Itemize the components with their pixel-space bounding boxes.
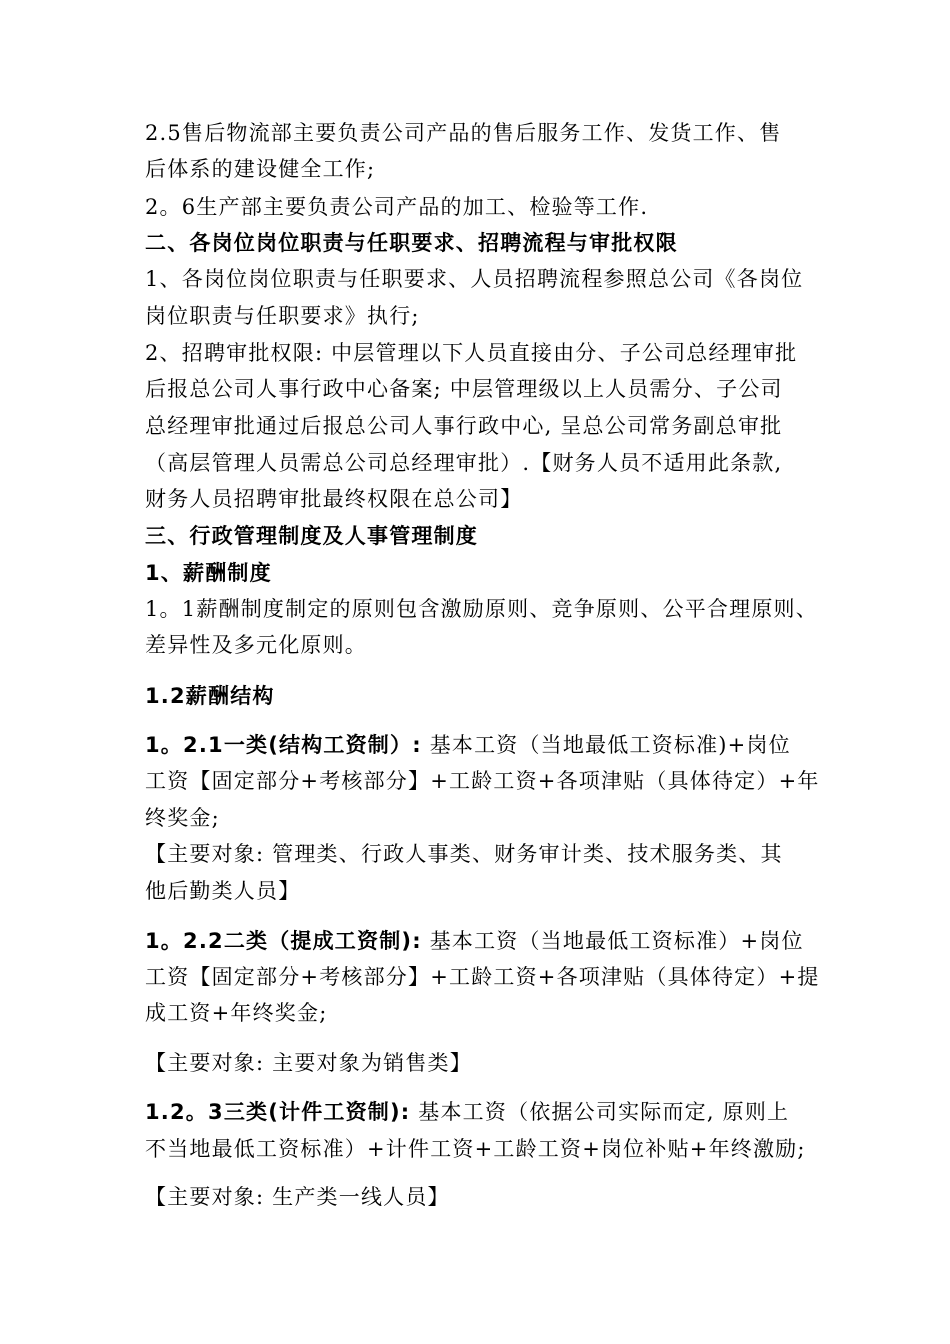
paragraph-line: 财务人员招聘审批最终权限在总公司】 <box>145 487 523 511</box>
paragraph-line: 2、招聘审批权限: 中层管理以下人员直接由分、子公司总经理审批 <box>145 341 798 365</box>
paragraph-line: 后体系的建设健全工作; <box>145 157 376 181</box>
item-label: 1。2.2二类（提成工资制): <box>145 929 422 953</box>
paragraph-line: 终奖金; <box>145 806 220 830</box>
paragraph-line: 【主要对象: 主要对象为销售类】 <box>145 1051 472 1075</box>
paragraph-line: 1。2.2二类（提成工资制): 基本工资（当地最低工资标准）+岗位 <box>145 929 804 953</box>
section-heading: 二、各岗位岗位职责与任职要求、招聘流程与审批权限 <box>145 231 678 255</box>
paragraph-line: 工资【固定部分+考核部分】+工龄工资+各项津贴（具体待定）+年 <box>145 769 820 793</box>
item-label: 1.2。3三类(计件工资制): <box>145 1100 411 1124</box>
paragraph-line: 工资【固定部分+考核部分】+工龄工资+各项津贴（具体待定）+提 <box>145 965 820 989</box>
paragraph-line: （高层管理人员需总公司总经理审批）.【财务人员不适用此条款, <box>145 451 783 475</box>
paragraph-line: 2。6生产部主要负责公司产品的加工、检验等工作. <box>145 195 649 219</box>
subsection-heading: 1、薪酬制度 <box>145 561 272 585</box>
paragraph-line: 不当地最低工资标准）+计件工资+工龄工资+岗位补贴+年终激励; <box>145 1137 806 1161</box>
paragraph-line: 总经理审批通过后报总公司人事行政中心, 呈总公司常务副总审批 <box>145 414 783 438</box>
paragraph-line: 差异性及多元化原则。 <box>145 633 367 657</box>
paragraph-line: 2.5售后物流部主要负责公司产品的售后服务工作、发货工作、售 <box>145 121 782 145</box>
subsection-heading: 1.2薪酬结构 <box>145 684 275 708</box>
section-heading: 三、行政管理制度及人事管理制度 <box>145 524 478 548</box>
paragraph-line: 1。2.1一类(结构工资制）: 基本工资（当地最低工资标准)+岗位 <box>145 733 791 757</box>
paragraph-line: 1、各岗位岗位职责与任职要求、人员招聘流程参照总公司《各岗位 <box>145 267 804 291</box>
paragraph-line: 【主要对象: 管理类、行政人事类、财务审计类、技术服务类、其 <box>145 842 783 866</box>
paragraph-line: 【主要对象: 生产类一线人员】 <box>145 1185 450 1209</box>
paragraph-line: 1。1薪酬制度制定的原则包含激励原则、竞争原则、公平合理原则、 <box>145 597 818 621</box>
paragraph-line: 成工资+年终奖金; <box>145 1001 328 1025</box>
paragraph-line: 他后勤类人员】 <box>145 879 301 903</box>
paragraph-line: 后报总公司人事行政中心备案; 中层管理级以上人员需分、子公司 <box>145 377 783 401</box>
paragraph-line: 岗位职责与任职要求》执行; <box>145 304 420 328</box>
item-label: 1。2.1一类(结构工资制）: <box>145 733 422 757</box>
paragraph-line: 1.2。3三类(计件工资制): 基本工资（依据公司实际而定, 原则上 <box>145 1100 790 1124</box>
